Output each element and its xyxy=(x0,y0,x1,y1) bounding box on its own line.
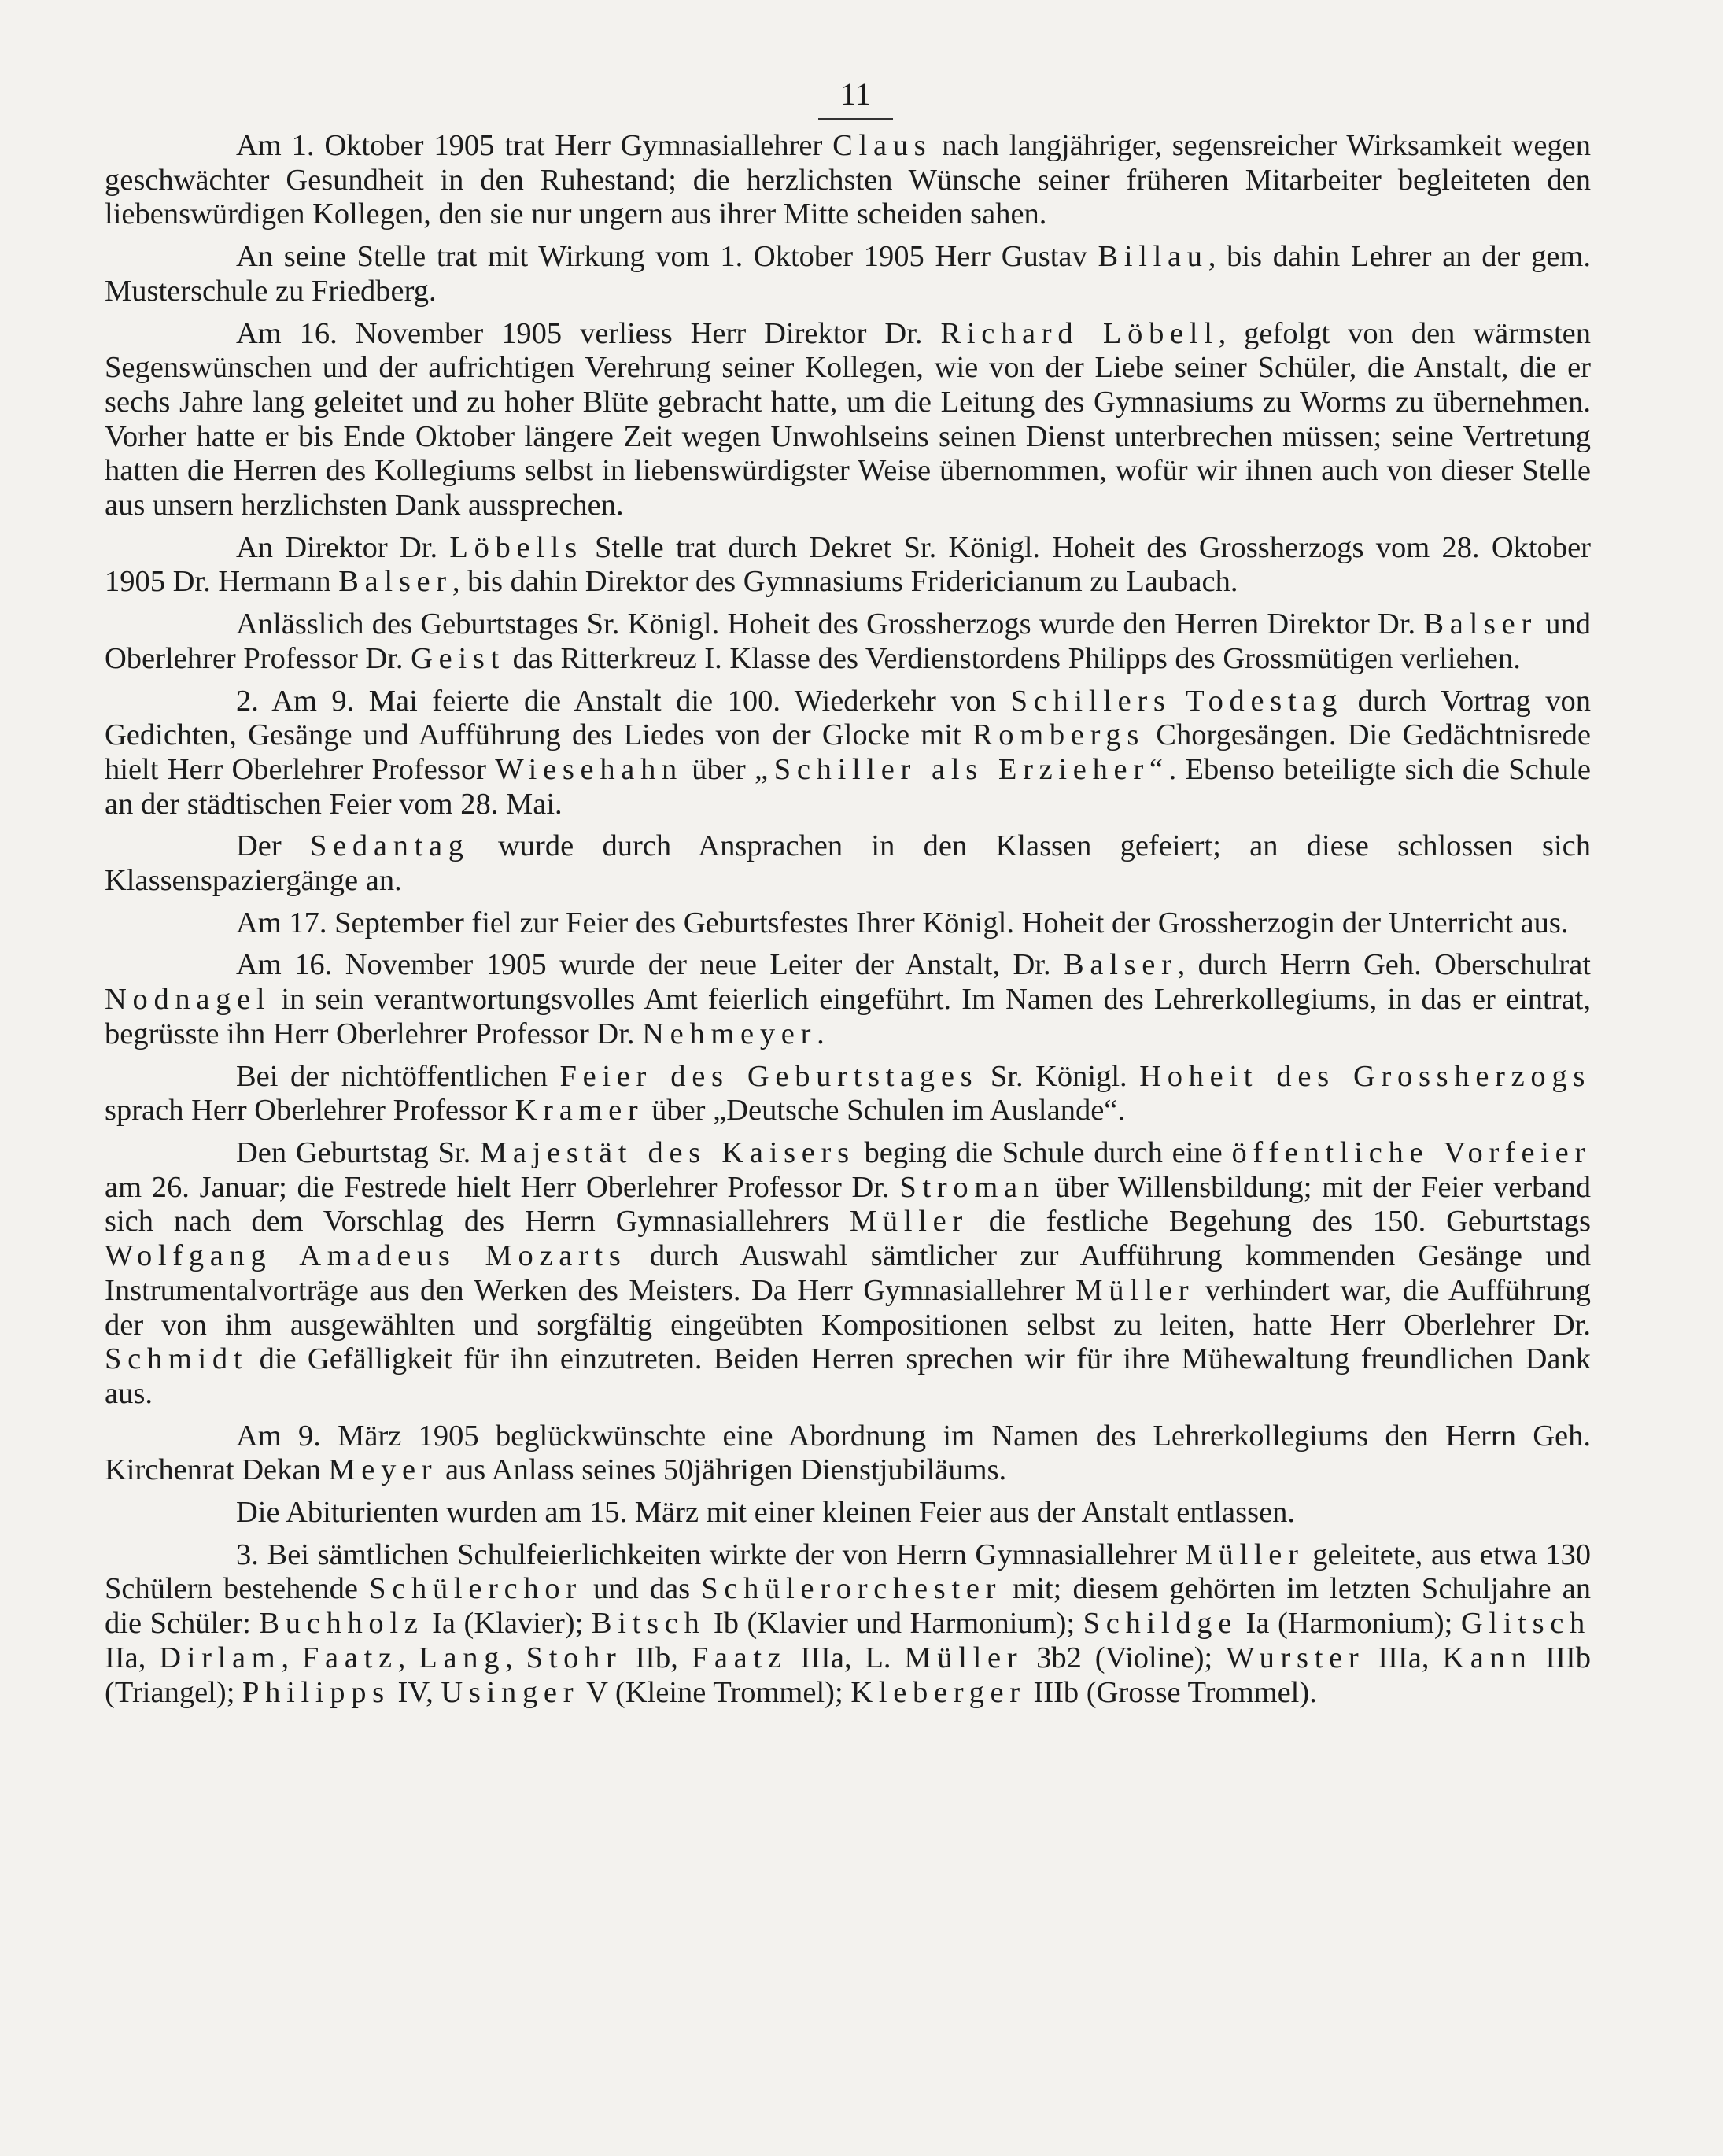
text-run: , bis dahin Lehrer an der gem. Musterschule zu Friedberg. xyxy=(105,240,1591,308)
text-run: IIIa, xyxy=(1364,1641,1443,1674)
paragraph xyxy=(105,685,1591,822)
spaced-name: Lang xyxy=(419,1641,506,1674)
spaced-name: Faatz xyxy=(301,1641,398,1674)
text-run: aus Anlass seines 50jährigen Dienstjubiläums. xyxy=(437,1453,1007,1487)
text-run: 2. Am 9. Mai feierte die Anstalt die 100. Wiederkehr von xyxy=(236,684,1011,718)
text-run: die Gefälligkeit für ihn einzutreten. Beiden Herren sprechen wir für ihre Mühewaltung freundlichen Dank aus. xyxy=(105,1342,1591,1410)
spaced-name: Nehmeyer xyxy=(642,1017,817,1050)
paragraph xyxy=(105,829,1591,898)
spaced-name: Schildge xyxy=(1083,1607,1238,1641)
text-run: , xyxy=(397,1641,419,1674)
spaced-name: Rombergs xyxy=(972,718,1146,752)
text-run: nach langjähriger, segensreicher Wirksamkeit wegen geschwächter Gesundheit in den Ruhestand; die herzlichsten Wünsche seiner früheren Mitarbeiter begleiteten den liebenswürdigen Kollegen, den sie nur ungern aus ihrer Mitte scheiden sahen. xyxy=(105,129,1591,231)
text-run: sprach Herr Oberlehrer Professor xyxy=(105,1094,515,1128)
spaced-name: Balser xyxy=(338,565,452,599)
paragraph xyxy=(105,1060,1591,1128)
text-run: über Willensbildung; mit der Feier verband sich nach dem Vorschlag des Herrn Gymnasiallehrers xyxy=(105,1170,1591,1239)
text-run: An seine Stelle trat mit Wirkung vom 1. Oktober 1905 Herr Gustav xyxy=(236,240,1098,274)
paragraph xyxy=(105,1496,1591,1530)
spaced-name: Nodnagel xyxy=(105,983,271,1017)
text-run: V (Kleine Trommel); xyxy=(579,1675,851,1709)
paragraph xyxy=(105,1538,1591,1711)
text-run: Ia (Klavier); xyxy=(423,1607,592,1641)
paragraph xyxy=(105,317,1591,523)
spaced-name: Todestag xyxy=(1186,684,1344,718)
paragraph xyxy=(105,129,1591,232)
text-run: Ia (Harmonium); xyxy=(1238,1607,1461,1641)
text-run: , xyxy=(505,1641,526,1674)
text-run: wurde durch Ansprachen in den Klassen gefeiert; an diese schlossen sich Klassenspaziergänge an. xyxy=(105,829,1591,898)
spaced-name: Balser xyxy=(1064,948,1178,982)
text-run: über „Deutsche Schulen im Auslande“. xyxy=(644,1094,1125,1128)
text-run: Ib (Klavier und Harmonium); xyxy=(705,1607,1083,1641)
text-run: Chorgesängen. Die Gedächtnisrede hielt Herr Oberlehrer Professor xyxy=(105,718,1591,786)
text-run: und Oberlehrer Professor Dr. xyxy=(105,607,1591,675)
spaced-name: Müller xyxy=(904,1641,1024,1674)
text-run: , gefolgt von den wärmsten Segenswünschen und der aufrichtigen Verehrung seiner Kollegen, wie von der Liebe seiner Schüler, die Anstalt, die er sechs Jahre lang geleitet und zu hoher Blüte gebracht hatte, um die Leitung des Gymnasiums zu Worms zu übernehmen. Vorher hatte er bis Ende Oktober längere Zeit wegen Unwohlseins seinen Dienst unterbrechen müssen; seine Vertretung hatten die Herren des Kollegiums selbst in liebenswürdigster Weise übernommen, wofür wir ihnen auch von dieser Stelle aus unsern herzlichsten Dank aussprechen. xyxy=(105,316,1592,522)
paragraph xyxy=(105,1419,1591,1488)
text-run: , bis dahin Direktor des Gymnasiums Fridericianum zu Laubach. xyxy=(452,565,1238,599)
text-run: 3. Bei sämtlichen Schulfeierlichkeiten wirkte der von Herrn Gymnasiallehrer xyxy=(236,1538,1186,1571)
text-run: und das xyxy=(581,1572,702,1606)
spaced-name: Billau xyxy=(1098,240,1208,274)
text-run: , durch Herrn Geh. Oberschulrat xyxy=(1177,948,1591,982)
text-run: IIIa, L. xyxy=(787,1641,905,1674)
text-run: Den Geburtstag Sr. xyxy=(236,1135,480,1169)
spaced-name: Schmidt xyxy=(105,1342,249,1376)
text-run: Anlässlich des Geburtstages Sr. Königl. Hoheit des Grossherzogs wurde den Herren Direktor Dr. xyxy=(236,607,1424,641)
spaced-name: Dirlam xyxy=(159,1641,282,1674)
spaced-name: „Schiller als Erzieher“ xyxy=(754,752,1169,786)
text-run: am 26. Januar; die Festrede hielt Herr Oberlehrer Professor Dr. xyxy=(105,1170,900,1204)
text-run: IV, xyxy=(389,1675,441,1709)
text-run: Sr. Königl. xyxy=(978,1059,1140,1093)
spaced-name: Usinger xyxy=(441,1675,580,1709)
text-run: in sein verantwortungsvolles Amt feierlich eingeführt. Im Namen des Lehrerkollegiums, in das er eintrat, begrüsste ihn Herr Oberlehrer Professor Dr. xyxy=(105,983,1591,1050)
paragraph xyxy=(105,1136,1591,1412)
spaced-name: Hoheit des Grossherzogs xyxy=(1139,1059,1591,1093)
text-run: IIb, xyxy=(622,1641,692,1674)
paragraph xyxy=(105,948,1591,1051)
spaced-name: Claus xyxy=(832,129,932,162)
spaced-name: Schülerchor xyxy=(369,1572,582,1606)
spaced-name: Stroman xyxy=(899,1170,1045,1204)
paragraph xyxy=(105,531,1591,600)
spaced-name: Faatz xyxy=(691,1641,788,1674)
spaced-name: Müller xyxy=(849,1205,968,1239)
text-run: mit; diesem gehörten im letzten Schuljahre an die Schüler: xyxy=(105,1572,1591,1641)
spaced-name: öffentliche Vorfeier xyxy=(1231,1135,1591,1169)
page-number xyxy=(105,76,1591,120)
spaced-name: Löbells xyxy=(449,530,583,564)
spaced-name: Bitsch xyxy=(591,1607,706,1641)
text-run: Bei der nichtöffentlichen xyxy=(236,1059,560,1093)
text-run: das Ritterkreuz I. Klasse des Verdienstordens Philipps des Grossmütigen verliehen. xyxy=(504,641,1521,675)
text-run: durch Vortrag von Gedichten, Gesänge und Aufführung des Liedes von der Glocke mit xyxy=(105,684,1592,752)
paragraph xyxy=(105,240,1591,308)
text-run: 3b2 (Violine); xyxy=(1023,1641,1227,1674)
spaced-name: Wiesehahn xyxy=(495,752,683,786)
text-run: Der xyxy=(236,829,310,863)
page-number-text: 11 xyxy=(818,76,893,120)
spaced-name: Wolfgang Amadeus Mozarts xyxy=(105,1239,627,1273)
body-text xyxy=(105,129,1591,1710)
spaced-name: Feier des Geburtstages xyxy=(559,1059,979,1093)
text-run: IIa, xyxy=(105,1641,160,1674)
spaced-name: Schülerorchester xyxy=(701,1572,1002,1606)
spaced-name: Schillers xyxy=(1010,684,1171,718)
text-run: Am 1. Oktober 1905 trat Herr Gymnasiallehrer xyxy=(236,129,833,162)
text-run: An Direktor Dr. xyxy=(236,530,450,564)
text-run: beging die Schule durch eine xyxy=(854,1135,1232,1169)
spaced-name: Kann xyxy=(1442,1641,1533,1674)
spaced-name: Richard Löbell xyxy=(940,316,1219,350)
spaced-name: Müller xyxy=(1075,1273,1195,1307)
text-run: verhindert war, die Aufführung der von ihm ausgewählten und sorgfältig eingeübten Kompositionen selbst zu leiten, hatte Herr Oberlehrer Dr. xyxy=(105,1273,1591,1342)
text-run: IIIb (Grosse Trommel). xyxy=(1025,1675,1317,1709)
text-run: die festliche Begehung des 150. Geburtstags xyxy=(968,1205,1592,1239)
paragraph xyxy=(105,906,1591,941)
text-run: Am 16. November 1905 verliess Herr Direktor Dr. xyxy=(236,316,941,350)
text-run: Am 16. November 1905 wurde der neue Leiter der Anstalt, Dr. xyxy=(236,948,1064,982)
spaced-name: Kramer xyxy=(515,1094,644,1128)
text-run: , xyxy=(281,1641,302,1674)
text-run: über xyxy=(682,752,755,786)
spaced-name: Müller xyxy=(1185,1538,1304,1571)
spaced-name: Stohr xyxy=(526,1641,622,1674)
spaced-name: Wurster xyxy=(1226,1641,1365,1674)
spaced-name: Kleberger xyxy=(850,1675,1026,1709)
text-run: geleitete, aus etwa 130 Schülern bestehende xyxy=(105,1538,1591,1606)
spaced-name: Buchholz xyxy=(259,1607,424,1641)
spaced-name: Philipps xyxy=(242,1675,390,1709)
spaced-name: Majestät des Kaisers xyxy=(479,1135,855,1169)
text-run: . Ebenso beteiligte sich die Schule an der städtischen Feier vom 28. Mai. xyxy=(105,752,1592,821)
text-run: Am 17. September fiel zur Feier des Geburtsfestes Ihrer Königl. Hoheit der Grossherzogin der Unterricht aus. xyxy=(236,906,1569,940)
spaced-name: Balser xyxy=(1423,607,1537,641)
paragraph xyxy=(105,607,1591,676)
spaced-name: Sedantag xyxy=(309,829,470,863)
text-run: IIIb (Triangel); xyxy=(105,1641,1592,1709)
text-run: Die Abiturienten wurden am 15. März mit einer kleinen Feier aus der Anstalt entlassen. xyxy=(236,1496,1296,1530)
text-run: Stelle trat durch Dekret Sr. Königl. Hoheit des Grossherzogs vom 28. Oktober 1905 Dr. Hermann xyxy=(105,530,1591,599)
text-run: Am 9. März 1905 beglückwünschte eine Abordnung im Namen des Lehrerkollegiums den Herrn Geh. Kirchenrat Dekan xyxy=(105,1419,1591,1487)
spaced-name: Glitsch xyxy=(1460,1607,1592,1641)
spaced-name: Geist xyxy=(411,641,505,675)
text-run xyxy=(1171,685,1186,718)
text-run: durch Auswahl sämtlicher zur Aufführung kommenden Gesänge und Instrumentalvorträge aus den Werken des Meisters. Da Herr Gymnasiallehrer xyxy=(105,1239,1591,1307)
text-run: . xyxy=(817,1017,825,1050)
spaced-name: Meyer xyxy=(328,1453,438,1487)
